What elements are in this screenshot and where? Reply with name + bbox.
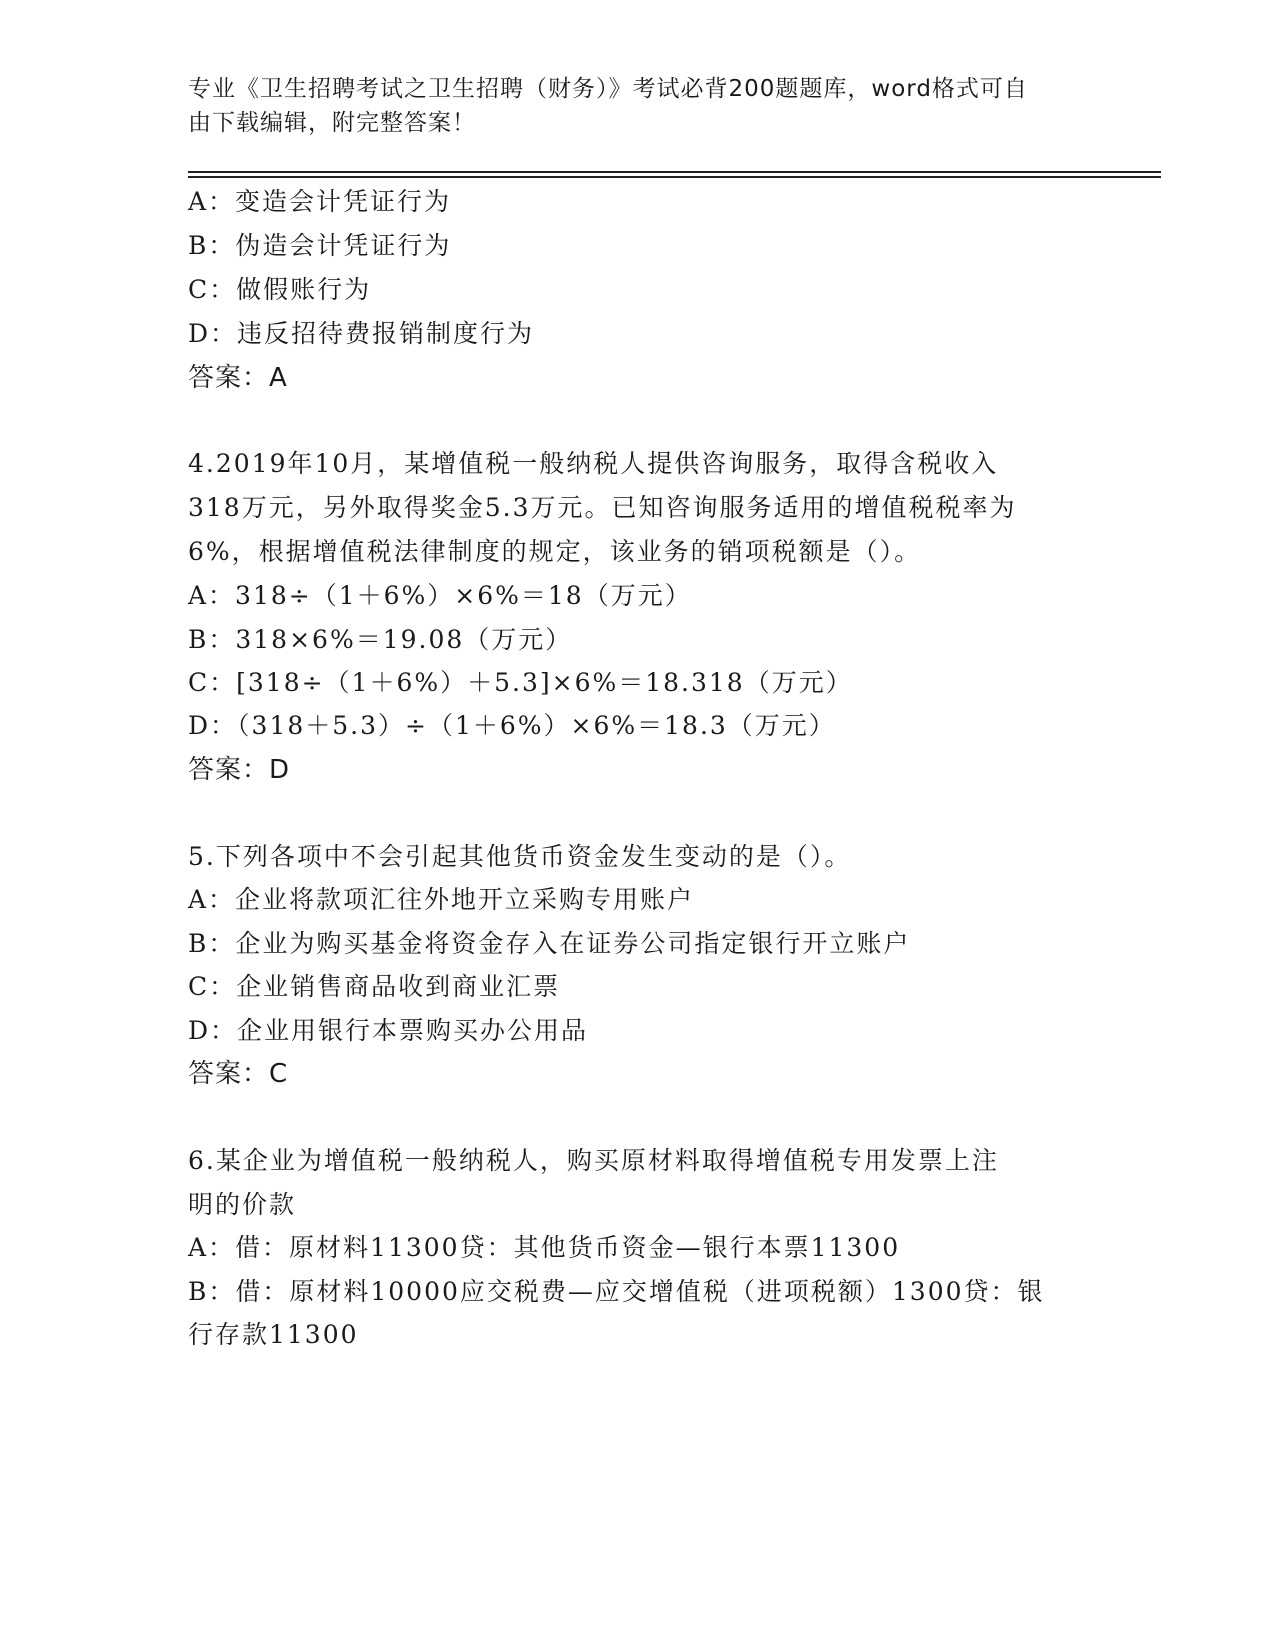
q4-option-c: C：[318÷（1＋6%）＋5.3]×6%＝18.318（万元） (188, 668, 853, 697)
q3-option-d: D：违反招待费报销制度行为 (188, 319, 535, 348)
q4-stem-line-1: 4.2019年10月，某增值税一般纳税人提供咨询服务，取得含税收入 (188, 449, 999, 478)
q5-option-b: B：企业为购买基金将资金存入在证券公司指定银行开立账户 (188, 929, 911, 958)
q3-answer: 答案：A (188, 363, 288, 393)
header-line-2: 由下载编辑，附完整答案！ (188, 110, 476, 136)
q4-answer: 答案：D (188, 755, 291, 785)
q3-option-a: A：变造会计凭证行为 (188, 187, 452, 216)
q3-option-c: C：做假账行为 (188, 275, 372, 304)
q4-stem-line-3: 6%，根据增值税法律制度的规定，该业务的销项税额是（）。 (188, 537, 922, 566)
q4-option-b: B：318×6%＝19.08（万元） (188, 625, 573, 654)
header-line-1: 专业《卫生招聘考试之卫生招聘（财务）》考试必背200题题库，word格式可自 (188, 76, 1028, 102)
q5-option-c: C：企业销售商品收到商业汇票 (188, 972, 561, 1001)
header-rule-bottom (188, 176, 1161, 178)
q5-answer: 答案：C (188, 1059, 289, 1089)
document-header (188, 72, 1088, 140)
header-rule-top (188, 171, 1161, 173)
q5-stem-line-1: 5.下列各项中不会引起其他货币资金发生变动的是（）。 (188, 842, 852, 871)
q4-option-a: A：318÷（1＋6%）×6%＝18（万元） (188, 581, 692, 610)
q6-stem-line-1: 6.某企业为增值税一般纳税人，购买原材料取得增值税专用发票上注 (188, 1146, 999, 1175)
q4-stem-line-2: 318万元，另外取得奖金5.3万元。已知咨询服务适用的增值税税率为 (188, 493, 1017, 522)
q5-option-d: D：企业用银行本票购买办公用品 (188, 1016, 589, 1045)
q6-stem-line-2: 明的价款 (188, 1190, 297, 1219)
q3-option-b: B：伪造会计凭证行为 (188, 231, 452, 260)
q6-option-a: A：借：原材料11300贷：其他货币资金—银行本票11300 (188, 1233, 901, 1262)
q5-option-a: A：企业将款项汇往外地开立采购专用账户 (188, 885, 695, 914)
q4-option-d: D：（318＋5.3）÷（1＋6%）×6%＝18.3（万元） (188, 711, 836, 740)
q6-option-b-line-2: 行存款11300 (188, 1320, 359, 1349)
q6-option-b-line-1: B：借：原材料10000应交税费—应交增值税（进项税额）1300贷：银 (188, 1277, 1045, 1306)
